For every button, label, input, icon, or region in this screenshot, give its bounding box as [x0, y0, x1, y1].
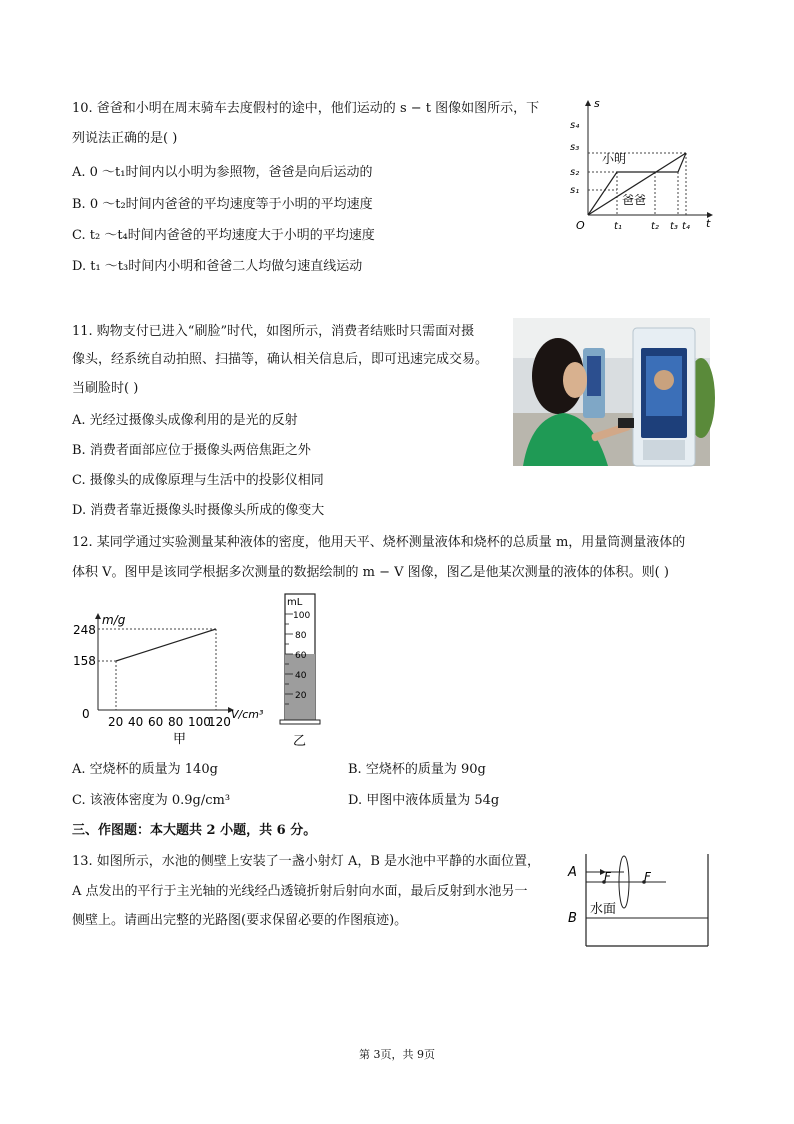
q13-stem-line-3: 侧壁上。请画出完整的光路图(要求保留必要的作图痕迹)。: [72, 913, 408, 928]
t-axis-label: t: [706, 217, 711, 230]
tick-t4: t₄: [682, 221, 690, 232]
q11-option-c: C. 摄像头的成像原理与生活中的投影仪相同: [72, 473, 324, 488]
q10-stem-line-1: 10. 爸爸和小明在周末骑车去度假村的途中，他们运动的 s − t 图像如图所示，下: [72, 101, 540, 116]
q10-option-d: D. t₁ ～t₃时间内小明和爸爸二人均做匀速直线运动: [72, 259, 363, 274]
m-axis-label: m/g: [102, 613, 126, 627]
tick-s4: s₄: [570, 120, 580, 131]
q12-stem-line-2: 体积 V。图甲是该同学根据多次测量的数据绘制的 m − V 图像，图乙是他某次测量的液体的体积。则( ): [72, 565, 669, 580]
cyl-tick-40: 40: [295, 671, 307, 681]
label-f-right: F: [644, 870, 651, 884]
q10-option-b: B. 0 ～t₂时间内爸爸的平均速度等于小明的平均速度: [72, 197, 373, 212]
label-b: B: [568, 911, 577, 926]
tick-s3: s₃: [570, 142, 580, 153]
label-f-left: F: [604, 870, 611, 884]
q12-stem-line-1: 12. 某同学通过实验测量某种液体的密度，他用天平、烧杯测量液体和烧杯的总质量 m，用量筒测量液体的: [72, 535, 686, 550]
tick-v-60: 60: [148, 715, 164, 729]
tick-s2: s₂: [570, 167, 580, 178]
origin-label: O: [576, 219, 585, 232]
q10-option-a: A. 0 ～t₁时间内以小明为参照物，爸爸是向后运动的: [72, 165, 373, 180]
q12-option-d: D. 甲图中液体质量为 54g: [348, 793, 500, 808]
q11-stem-line-2: 像头，经系统自动拍照、扫描等，确认相关信息后，即可迅速完成交易。: [72, 352, 489, 367]
q11-stem-line-3: 当刷脸时( ): [72, 381, 139, 396]
q11-stem-line-1: 11. 购物支付已进入“刷脸”时代，如图所示，消费者结账时只需面对摄: [72, 324, 475, 339]
q10-option-c: C. t₂ ～t₄时间内爸爸的平均速度大于小明的平均速度: [72, 228, 375, 243]
label-water: 水面: [590, 902, 617, 917]
caption-jia: 甲: [173, 732, 187, 747]
q11-option-d: D. 消费者靠近摄像头时摄像头所成的像变大: [72, 503, 325, 518]
q13-stem-line-2: A 点发出的平行于主光轴的光线经凸透镜折射后射向水面，最后反射到水池另一: [72, 884, 528, 899]
q11-option-a: A. 光经过摄像头成像利用的是光的反射: [72, 413, 298, 428]
cyl-tick-60: 60: [295, 651, 307, 661]
tick-v-100: 100: [188, 715, 211, 729]
q12-option-b: B. 空烧杯的质量为 90g: [348, 762, 486, 777]
q13-pool-figure: [566, 850, 716, 950]
q12-option-c: C. 该液体密度为 0.9g/cm³: [72, 793, 231, 808]
origin-label: 0: [82, 707, 90, 721]
q11-option-b: B. 消费者面部应位于摄像头两倍焦距之外: [72, 443, 311, 458]
label-xiaoming: 小明: [602, 152, 627, 166]
tick-v-120: 120: [208, 715, 231, 729]
cyl-tick-20: 20: [295, 691, 307, 701]
tick-t1: t₁: [614, 221, 622, 232]
tick-248: 248: [73, 623, 96, 637]
tick-t2: t₂: [651, 221, 659, 232]
q10-stem-line-2: 列说法正确的是( ): [72, 131, 178, 146]
tick-v-40: 40: [128, 715, 144, 729]
tick-s1: s₁: [570, 185, 580, 196]
label-baba: 爸爸: [622, 193, 647, 207]
m-v-line: [116, 629, 216, 661]
face-payment-photo: [513, 318, 710, 466]
v-axis-label: V/cm³: [231, 708, 264, 721]
tick-v-80: 80: [168, 715, 184, 729]
cyl-tick-80: 80: [295, 631, 307, 641]
q12-option-a: A. 空烧杯的质量为 140g: [72, 762, 218, 777]
tick-t3: t₃: [670, 221, 678, 232]
measuring-cylinder: [276, 590, 326, 750]
label-a: A: [568, 865, 577, 880]
section-3-heading: 三、作图题：本大题共 2 小题，共 6 分。: [72, 823, 317, 838]
page-footer: 第 3页，共 9页: [359, 1048, 435, 1061]
q10-st-graph: [560, 95, 720, 235]
liquid-column: [285, 654, 315, 722]
cylinder-unit: mL: [287, 597, 303, 608]
q13-stem-line-1: 13. 如图所示，水池的侧壁上安装了一盏小射灯 A，B 是水池中平静的水面位置，: [72, 854, 541, 869]
tick-158: 158: [73, 654, 96, 668]
s-axis-label: s: [594, 97, 600, 110]
caption-yi: 乙: [293, 734, 307, 749]
tick-v-20: 20: [108, 715, 124, 729]
m-v-graph: [73, 610, 298, 750]
cyl-tick-100: 100: [293, 611, 311, 621]
